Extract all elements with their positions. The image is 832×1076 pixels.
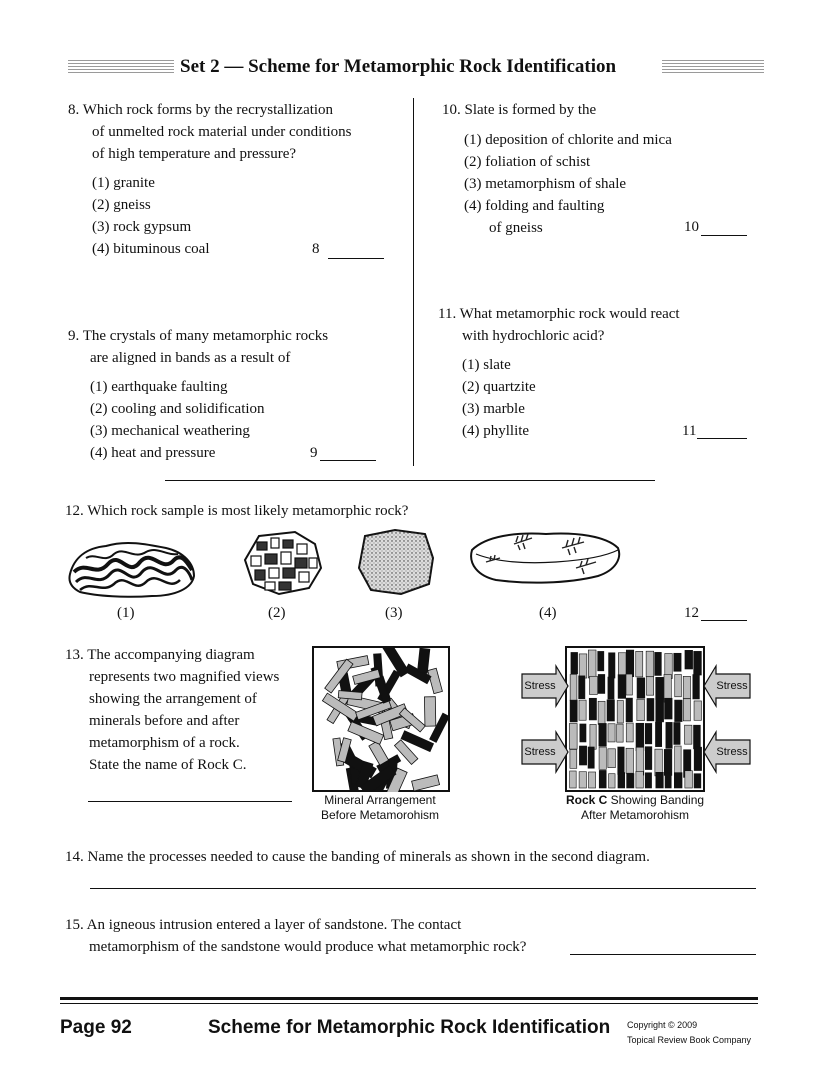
mineral-crystal-banded: [599, 770, 606, 788]
rock-sample-3-image: [355, 528, 435, 596]
rock-c-banding-diagram: [520, 646, 752, 792]
mineral-crystal-banded: [579, 676, 585, 699]
header-rule-right: [662, 60, 764, 74]
mineral-crystal-banded: [674, 722, 680, 744]
mineral-crystal-banded: [608, 677, 614, 699]
mineral-crystal-banded: [694, 651, 702, 675]
question-8-line: 8. Which rock forms by the recrystallization: [68, 102, 334, 118]
mineral-crystal-banded: [655, 722, 661, 746]
copyright-line: Copyright © 2009: [627, 1020, 698, 1030]
mineral-crystal-banded: [618, 675, 626, 699]
mineral-crystal-banded: [626, 674, 632, 695]
answer-blank-15[interactable]: [570, 954, 756, 955]
sample-label-4: (4): [539, 605, 557, 621]
rock-sample-1-image: [66, 538, 198, 600]
mineral-crystal-banded: [607, 700, 614, 721]
mineral-crystal-banded: [588, 747, 594, 768]
stress-label-left-bottom: Stress: [524, 746, 556, 758]
question-13-line: metamorphism of a rock.: [89, 735, 240, 751]
question-8-options: [92, 172, 209, 260]
question-15-line: metamorphism of the sandstone would produce what metamorphic rock?: [89, 939, 527, 955]
option: (4) heat and pressure: [90, 445, 216, 461]
answer-blank-9[interactable]: [320, 460, 376, 461]
question-9-line: 9. The crystals of many metamorphic rocks: [68, 328, 329, 344]
mineral-crystal-banded: [645, 773, 651, 788]
mineral-crystal-banded: [608, 724, 615, 742]
mineral-crystal-banded: [685, 725, 692, 744]
mineral-crystal-banded: [645, 747, 652, 770]
mineral-crystal-banded: [675, 746, 681, 773]
mineral-crystal-banded: [598, 674, 605, 693]
mineral-crystal-banded: [590, 724, 596, 749]
caption-before: [300, 793, 460, 823]
question-13-line: State the name of Rock C.: [89, 757, 247, 773]
question-11-options: [462, 354, 536, 442]
answer-label-10: 10: [684, 219, 699, 235]
mineral-crystal-banded: [636, 723, 644, 750]
question-10-line: 10. Slate is formed by the: [442, 102, 597, 118]
question-15-line: 15. An igneous intrusion entered a layer of sandstone. The contact: [65, 917, 462, 933]
question-10-options: [464, 129, 672, 239]
mineral-crystal-banded: [636, 771, 643, 788]
copyright: [627, 1018, 751, 1048]
mineral-crystal-banded: [617, 724, 623, 742]
question-8-line: of high temperature and pressure?: [92, 146, 297, 162]
mineral-crystal-banded: [694, 701, 701, 720]
question-12: 12. Which rock sample is most likely metamorphic rock?: [65, 503, 409, 519]
option: (1) earthquake faulting: [90, 379, 228, 395]
sample-label-1: (1): [117, 605, 135, 621]
option: (4) bituminous coal: [92, 241, 210, 257]
mineral-crystal-banded: [608, 749, 616, 768]
question-13-line: 13. The accompanying diagram: [65, 647, 255, 663]
mineral-crystal-banded: [618, 773, 625, 788]
section-divider: [165, 480, 655, 481]
question-9: [68, 325, 328, 369]
mineral-crystal-banded: [683, 676, 690, 698]
answer-blank-12[interactable]: [701, 620, 747, 621]
mineral-crystal-banded: [579, 654, 587, 678]
mineral-crystal-banded: [655, 749, 662, 776]
mineral-crystal-banded: [636, 651, 643, 677]
mineral-crystal: [417, 648, 429, 673]
mineral-crystal-banded: [609, 774, 615, 788]
mineral-crystal-banded: [570, 771, 576, 788]
mineral-crystal-banded: [579, 700, 586, 720]
mineral-crystal-banded: [598, 701, 605, 724]
rock-sample-2-image: [243, 530, 323, 596]
mineral-crystal-banded: [609, 653, 615, 678]
mineral-crystal-banded: [626, 698, 632, 722]
answer-blank-10[interactable]: [701, 235, 747, 236]
question-13-line: represents two magnified views: [89, 669, 280, 685]
caption-before-line: Before Metamorohism: [320, 808, 440, 822]
stress-label-left-top: Stress: [524, 680, 556, 692]
question-10: [442, 99, 596, 121]
column-divider: [413, 98, 414, 466]
mineral-crystal-banded: [617, 701, 623, 723]
answer-label-12: 12: [684, 605, 699, 621]
mineral-crystal-banded: [685, 650, 693, 669]
footer-rule-thin: [60, 1003, 758, 1004]
mineral-crystal-banded: [599, 723, 606, 746]
option: (2) quartzite: [462, 379, 536, 395]
mineral-crystal-banded: [590, 676, 598, 694]
option: (1) deposition of chlorite and mica: [464, 132, 672, 148]
question-15: [65, 914, 526, 958]
rock-sample-4-image: [466, 528, 624, 586]
mineral-crystal-banded: [656, 699, 664, 722]
mineral-crystal-banded: [570, 674, 577, 700]
answer-label-9: 9: [310, 445, 318, 461]
question-9-line: are aligned in bands as a result of: [90, 350, 291, 366]
question-13-line: showing the arrangement of: [89, 691, 257, 707]
question-8-line: of unmelted rock material under conditions: [92, 124, 352, 140]
mineral-crystal-banded: [685, 771, 693, 788]
mineral-crystal-banded: [675, 700, 683, 722]
option: (1) granite: [92, 175, 155, 191]
answer-blank-11[interactable]: [697, 438, 747, 439]
mineral-crystal-banded: [637, 678, 645, 698]
answer-blank-14[interactable]: [90, 888, 756, 889]
question-11-line: with hydrochloric acid?: [462, 328, 605, 344]
option: (2) gneiss: [92, 197, 151, 213]
mineral-crystal-banded: [674, 653, 681, 671]
mineral-crystal-banded: [665, 773, 671, 788]
mineral-crystal-banded: [694, 774, 701, 788]
mineral-crystal-banded: [570, 700, 577, 722]
footer-rule-thick: [60, 997, 758, 1000]
answer-blank-8[interactable]: [328, 258, 384, 259]
mineral-crystal-banded: [626, 650, 633, 677]
mineral-crystal-banded: [626, 723, 633, 742]
stress-label-right-bottom: Stress: [716, 746, 748, 758]
copyright-line: Topical Review Book Company: [627, 1035, 752, 1045]
question-11: [438, 303, 680, 347]
mineral-crystal-banded: [655, 652, 662, 675]
option: (1) slate: [462, 357, 511, 373]
mineral-crystal-banded: [656, 677, 664, 699]
mineral-crystal-banded: [588, 650, 596, 678]
mineral-crystal: [424, 697, 435, 727]
mineral-crystal-banded: [571, 652, 578, 673]
mineral-crystal-banded: [569, 724, 577, 750]
option: (4) phyllite: [462, 423, 530, 439]
mineral-crystal-banded: [579, 746, 586, 765]
mineral-crystal-banded: [683, 699, 690, 721]
mineral-crystal: [338, 691, 362, 700]
mineral-crystal-banded: [580, 724, 586, 742]
option: (2) foliation of schist: [464, 154, 591, 170]
mineral-crystal-banded: [570, 749, 577, 768]
mineral-crystal-banded: [618, 653, 626, 675]
footer-title: Scheme for Metamorphic Rock Identification: [208, 1017, 611, 1038]
option: (3) metamorphism of shale: [464, 176, 627, 192]
option: (2) cooling and solidification: [90, 401, 265, 417]
mineral-crystal-banded: [589, 698, 596, 720]
stress-label-right-top: Stress: [716, 680, 748, 692]
mineral-crystal-banded: [618, 747, 624, 774]
mineral-crystal-banded: [589, 772, 596, 788]
caption-after-line: After Metamorohism: [580, 808, 690, 822]
mineral-crystal-banded: [665, 698, 673, 719]
question-13-line: minerals before and after: [89, 713, 240, 729]
mineral-crystal-banded: [647, 698, 654, 720]
mineral-crystal-banded: [656, 772, 664, 788]
caption-after-rest: Showing Banding: [607, 793, 705, 807]
mineral-crystal-banded: [694, 725, 701, 749]
mineral-crystal-banded: [675, 674, 682, 696]
mineral-crystal-banded: [637, 699, 645, 720]
mineral-crystal-banded: [664, 749, 672, 775]
mineral-crystal-banded: [693, 675, 700, 699]
mineral-crystal-banded: [645, 723, 652, 743]
question-14: 14. Name the processes needed to cause the banding of minerals as shown in the second diagram.: [65, 849, 650, 865]
page-number: Page 92: [60, 1017, 132, 1038]
mineral-crystal-banded: [579, 772, 586, 788]
question-9-options: [90, 376, 265, 464]
mineral-crystal-banded: [646, 677, 653, 695]
answer-label-11: 11: [682, 423, 697, 439]
answer-blank-13[interactable]: [88, 801, 292, 802]
mineral-crystal-banded: [674, 773, 682, 788]
caption-before-line: Mineral Arrangement: [324, 793, 436, 807]
page-title: Set 2 — Scheme for Metamorphic Rock Identification: [180, 56, 617, 77]
caption-after-rock-name: Rock C: [565, 793, 608, 807]
sample-label-3: (3): [385, 605, 403, 621]
mineral-crystal-banded: [627, 774, 634, 788]
answer-label-8: 8: [312, 241, 320, 257]
option: (3) rock gypsum: [92, 219, 192, 235]
mineral-arrangement-before-diagram: [312, 646, 450, 792]
mineral-crystal-banded: [599, 747, 606, 769]
header-rule-left: [68, 60, 174, 74]
option: of gneiss: [489, 220, 543, 236]
question-13: [65, 644, 279, 776]
caption-after: [540, 793, 730, 823]
option: (3) mechanical weathering: [90, 423, 250, 439]
mineral-crystal-banded: [646, 651, 654, 677]
option: (4) folding and faulting: [464, 198, 605, 214]
mineral-crystal-banded: [598, 651, 604, 670]
mineral-crystal-banded: [626, 748, 633, 773]
option: (3) marble: [462, 401, 525, 417]
question-11-line: 11. What metamorphic rock would react: [438, 306, 680, 322]
mineral-crystal-banded: [666, 722, 672, 748]
mineral-crystal-banded: [694, 747, 701, 770]
sample-label-2: (2): [268, 605, 286, 621]
question-8: [68, 99, 352, 165]
mineral-crystal-banded: [636, 747, 644, 775]
